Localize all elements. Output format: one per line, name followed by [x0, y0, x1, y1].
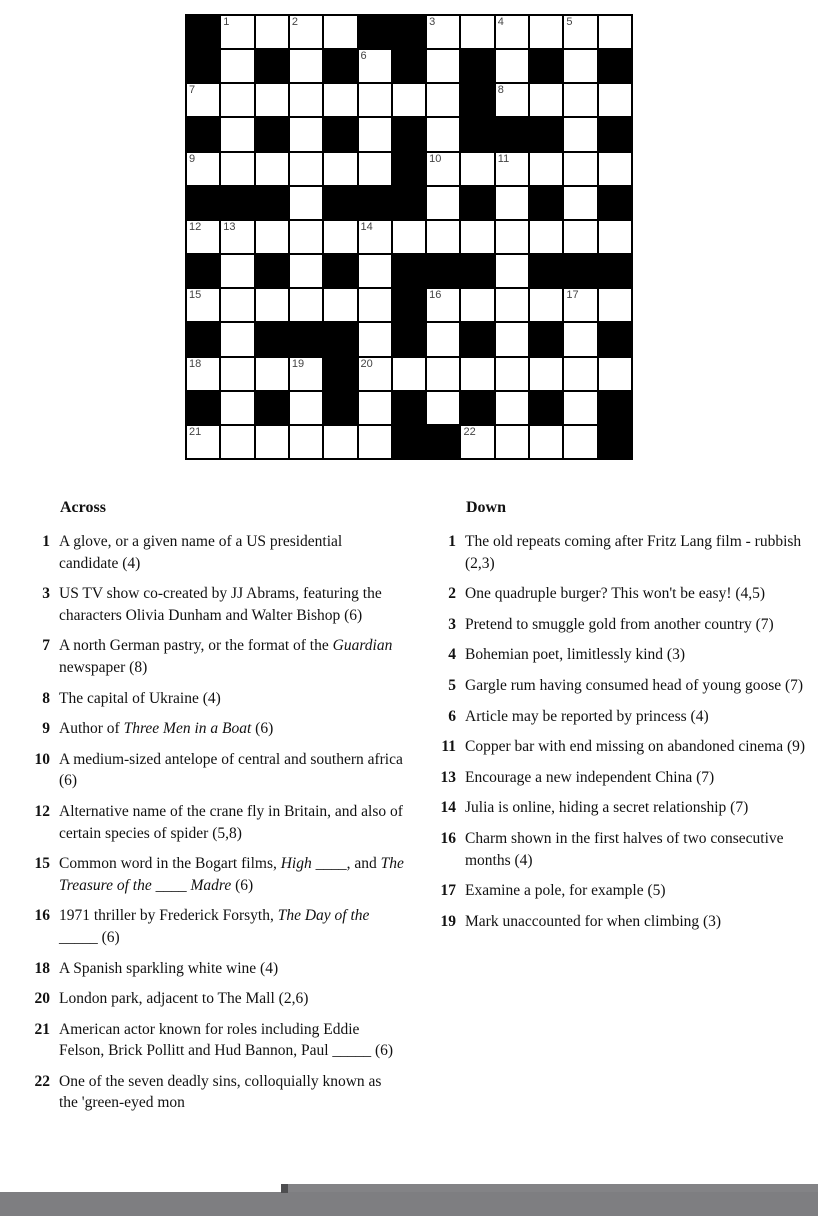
grid-cell-white: [359, 289, 391, 321]
grid-cell-white: [530, 16, 562, 48]
cell-number: 9: [189, 152, 196, 165]
grid-cell-white: [461, 426, 493, 458]
grid-cell-white: [564, 221, 596, 253]
grid-cell-white: [290, 255, 322, 287]
cell-number: 19: [291, 357, 305, 370]
clue-number: 11: [441, 738, 456, 756]
grid-cell-white: [221, 426, 253, 458]
grid-cell-black: [461, 255, 493, 287]
grid-cell-black: [187, 118, 219, 150]
grid-cell-white: [187, 221, 219, 253]
grid-cell-white: [324, 84, 356, 116]
grid-cell-black: [393, 255, 425, 287]
grid-cell-black: [393, 187, 425, 219]
grid-cell-black: [324, 255, 356, 287]
clue-number: 4: [448, 646, 456, 664]
grid-cell-black: [530, 118, 562, 150]
grid-cell-white: [221, 84, 253, 116]
grid-cell-white: [427, 118, 459, 150]
grid-cell-white: [599, 84, 631, 116]
grid-cell-white: [221, 153, 253, 185]
clue-item: [428, 706, 814, 728]
grid-cell-white: [359, 358, 391, 390]
clue-item: [22, 749, 404, 792]
grid-cell-white: [290, 187, 322, 219]
clue-text: Alternative name of the crane fly in Britain, and also of certain species of spider (5,8): [59, 802, 403, 842]
grid-cell-white: [221, 392, 253, 424]
grid-cell-white: [290, 50, 322, 82]
grid-cell-white: [324, 426, 356, 458]
grid-cell-white: [461, 153, 493, 185]
grid-cell-white: [187, 358, 219, 390]
grid-cell-white: [324, 221, 356, 253]
clue-text: The old repeats coming after Fritz Lang film - rubbish (2,3): [465, 533, 802, 572]
grid-cell-black: [359, 187, 391, 219]
clue-item: [22, 531, 404, 574]
grid-cell-white: [221, 16, 253, 48]
grid-cell-black: [599, 392, 631, 424]
grid-cell-white: [359, 153, 391, 185]
grid-cell-white: [496, 187, 528, 219]
across-heading: Across: [60, 499, 106, 516]
grid-cell-white: [599, 153, 631, 185]
grid-cell-white: [427, 392, 459, 424]
clue-item: [22, 718, 404, 740]
grid-cell-black: [530, 323, 562, 355]
grid-cell-black: [461, 84, 493, 116]
grid-cell-white: [290, 16, 322, 48]
clue-number: 3: [42, 585, 50, 603]
grid-cell-black: [461, 392, 493, 424]
grid-cell-white: [564, 84, 596, 116]
grid-cell-white: [324, 153, 356, 185]
clue-item: [22, 1071, 404, 1114]
clue-number: 13: [440, 768, 456, 786]
grid-cell-white: [496, 392, 528, 424]
grid-cell-black: [427, 255, 459, 287]
grid-cell-white: [564, 392, 596, 424]
grid-cell-black: [187, 392, 219, 424]
grid-cell-white: [221, 118, 253, 150]
grid-cell-white: [427, 84, 459, 116]
grid-cell-white: [221, 50, 253, 82]
cell-number: 10: [429, 152, 442, 165]
grid-cell-black: [256, 118, 288, 150]
grid-cell-black: [187, 16, 219, 48]
grid-cell-white: [393, 84, 425, 116]
clue-text: A Spanish sparkling white wine (4): [59, 959, 279, 977]
cell-number: 6: [360, 50, 367, 63]
grid-cell-black: [324, 358, 356, 390]
down-section: [428, 497, 814, 941]
grid-cell-white: [324, 289, 356, 321]
grid-cell-black: [461, 187, 493, 219]
grid-cell-black: [599, 255, 631, 287]
clue-text: Author of Three Men in a Boat (6): [59, 720, 274, 738]
grid-cell-black: [393, 392, 425, 424]
grid-cell-white: [461, 358, 493, 390]
clue-text: The capital of Ukraine (4): [59, 689, 221, 707]
cell-number: 2: [291, 16, 299, 28]
grid-cell-black: [427, 426, 459, 458]
clue-text: US TV show co-created by JJ Abrams, featuring the characters Olivia Dunham and Walter Bishop (6): [59, 585, 382, 624]
clue-number: 7: [42, 637, 50, 655]
grid-cell-white: [256, 84, 288, 116]
crossword-grid: [185, 14, 633, 460]
grid-cell-white: [290, 289, 322, 321]
grid-cell-white: [187, 153, 219, 185]
grid-cell-white: [530, 153, 562, 185]
grid-cell-black: [324, 187, 356, 219]
clue-item: [428, 911, 814, 933]
grid-cell-black: [393, 16, 425, 48]
grid-cell-white: [427, 289, 459, 321]
grid-cell-white: [427, 153, 459, 185]
clue-item: [22, 988, 404, 1010]
grid-cell-white: [359, 323, 391, 355]
grid-cell-white: [564, 323, 596, 355]
grid-cell-white: [427, 187, 459, 219]
cell-number: 14: [360, 220, 373, 233]
grid-cell-black: [221, 187, 253, 219]
grid-cell-black: [290, 323, 322, 355]
grid-cell-white: [496, 255, 528, 287]
grid-cell-black: [599, 50, 631, 82]
clue-text: London park, adjacent to The Mall (2,6): [59, 990, 309, 1008]
cell-number: 4: [497, 16, 504, 28]
clue-item: [428, 583, 814, 605]
clue-number: 20: [34, 990, 50, 1008]
clue-text: Julia is online, hiding a secret relationship (7): [465, 799, 749, 817]
clue-item: [22, 958, 404, 980]
clue-text: Article may be reported by princess (4): [465, 707, 709, 725]
grid-cell-black: [599, 323, 631, 355]
clue-item: [22, 853, 404, 896]
clue-text: A glove, or a given name of a US presidential candidate (4): [59, 533, 343, 572]
grid-cell-white: [290, 392, 322, 424]
cell-number: 5: [566, 16, 573, 28]
grid-cell-white: [530, 426, 562, 458]
grid-cell-white: [187, 426, 219, 458]
grid-cell-white: [530, 84, 562, 116]
grid-cell-white: [290, 118, 322, 150]
down-clue-list: [428, 531, 814, 932]
clue-item: [428, 644, 814, 666]
grid-cell-white: [599, 16, 631, 48]
grid-cell-white: [256, 426, 288, 458]
grid-cell-black: [530, 392, 562, 424]
clue-number: 19: [440, 912, 456, 930]
grid-cell-white: [427, 358, 459, 390]
grid-cell-white: [290, 153, 322, 185]
grid-cell-white: [221, 358, 253, 390]
grid-cell-white: [256, 16, 288, 48]
clue-text: Charm shown in the first halves of two consecutive months (4): [465, 829, 784, 869]
grid-cell-white: [427, 16, 459, 48]
clue-text: Pretend to smuggle gold from another country (7): [465, 615, 774, 633]
grid-cell-black: [599, 118, 631, 150]
grid-cell-black: [530, 187, 562, 219]
clue-number: 10: [34, 750, 50, 768]
grid-cell-white: [359, 118, 391, 150]
grid-cell-white: [256, 358, 288, 390]
clue-text: 1971 thriller by Frederick Forsyth, The Day of the _____ (6): [59, 907, 370, 946]
clue-number: 15: [34, 855, 50, 873]
clue-number: 21: [34, 1020, 50, 1038]
clue-text: American actor known for roles including Eddie Felson, Brick Pollitt and Hud Bannon, Paul _____ (6): [59, 1020, 394, 1060]
clue-text: Gargle rum having consumed head of young goose (7): [465, 676, 804, 694]
grid-cell-white: [496, 16, 528, 48]
grid-cell-black: [187, 323, 219, 355]
cell-number: 22: [463, 425, 476, 438]
grid-cell-black: [324, 392, 356, 424]
clue-text: Encourage a new independent China (7): [465, 768, 715, 786]
grid-cell-white: [256, 221, 288, 253]
grid-cell-white: [461, 16, 493, 48]
grid-cell-white: [324, 16, 356, 48]
clue-text: Bohemian poet, limitlessly kind (3): [465, 646, 685, 664]
grid-cell-black: [564, 255, 596, 287]
grid-cell-white: [564, 153, 596, 185]
grid-cell-white: [221, 221, 253, 253]
grid-cell-white: [256, 153, 288, 185]
clue-item: [22, 688, 404, 710]
cell-number: 11: [497, 152, 510, 165]
grid-cell-white: [564, 118, 596, 150]
grid-cell-black: [393, 323, 425, 355]
grid-cell-black: [393, 50, 425, 82]
grid-cell-white: [496, 153, 528, 185]
grid-cell-black: [324, 323, 356, 355]
clue-number: 17: [440, 882, 456, 900]
clue-number: 12: [34, 802, 50, 820]
clue-text: One of the seven deadly sins, colloquially known as the 'green-eyed mon: [59, 1072, 382, 1112]
grid-cell-white: [427, 221, 459, 253]
grid-cell-white: [496, 289, 528, 321]
grid-cell-white: [359, 50, 391, 82]
cell-number: 21: [189, 425, 202, 438]
cell-number: 12: [189, 220, 202, 233]
clue-item: [22, 1019, 404, 1062]
grid-cell-white: [496, 358, 528, 390]
grid-cell-black: [324, 50, 356, 82]
grid-cell-white: [393, 221, 425, 253]
grid-cell-white: [530, 221, 562, 253]
clue-text: A north German pastry, or the format of the Guardian newspaper (8): [59, 637, 393, 676]
grid-cell-black: [393, 289, 425, 321]
cell-number: 17: [566, 289, 579, 302]
grid-cell-black: [461, 323, 493, 355]
grid-cell-black: [256, 50, 288, 82]
viewer-cutoff-band-bottom: [0, 1192, 818, 1216]
grid-cell-white: [187, 84, 219, 116]
grid-cell-black: [599, 187, 631, 219]
grid-cell-black: [359, 16, 391, 48]
grid-cell-white: [221, 255, 253, 287]
clue-number: 18: [34, 959, 50, 977]
clue-number: 9: [42, 720, 50, 738]
grid-cell-black: [256, 392, 288, 424]
grid-cell-white: [599, 221, 631, 253]
grid-cell-black: [461, 118, 493, 150]
grid-cell-white: [496, 323, 528, 355]
grid-cell-black: [393, 118, 425, 150]
clue-item: [428, 797, 814, 819]
grid-cell-white: [564, 16, 596, 48]
clue-item: [22, 583, 404, 626]
cell-number: 18: [189, 357, 202, 370]
grid-cell-white: [359, 426, 391, 458]
clue-number: 22: [34, 1072, 50, 1090]
clue-item: [22, 635, 404, 678]
grid-cell-white: [221, 323, 253, 355]
grid-cell-white: [359, 255, 391, 287]
grid-cell-white: [564, 50, 596, 82]
grid-cell-black: [256, 187, 288, 219]
grid-cell-black: [530, 50, 562, 82]
grid-cell-white: [599, 358, 631, 390]
grid-cell-black: [461, 50, 493, 82]
grid-cell-white: [496, 221, 528, 253]
clue-number: 16: [440, 829, 456, 847]
grid-cell-white: [461, 221, 493, 253]
clue-text: Copper bar with end missing on abandoned cinema (9): [465, 738, 806, 756]
grid-cell-white: [290, 426, 322, 458]
clue-number: 14: [440, 799, 456, 817]
grid-cell-white: [564, 426, 596, 458]
clue-number: 16: [34, 907, 50, 925]
grid-cell-black: [324, 118, 356, 150]
clue-text: Mark unaccounted for when climbing (3): [465, 912, 722, 930]
grid-cell-black: [187, 50, 219, 82]
clue-text: Common word in the Bogart films, High ____, and The Treasure of the ____ Madre (6): [59, 855, 404, 894]
grid-cell-black: [393, 426, 425, 458]
clue-text: Examine a pole, for example (5): [465, 882, 666, 900]
grid-cell-white: [564, 289, 596, 321]
grid-cell-white: [599, 289, 631, 321]
grid-cell-white: [393, 358, 425, 390]
cell-number: 1: [223, 16, 230, 28]
clue-text: A medium-sized antelope of central and southern africa (6): [59, 750, 403, 790]
clue-item: [428, 880, 814, 902]
cell-number: 13: [223, 220, 236, 233]
grid-cell-white: [564, 187, 596, 219]
grid-cell-black: [393, 153, 425, 185]
clue-item: [428, 736, 814, 758]
clue-number: 5: [448, 676, 456, 694]
grid-cell-white: [290, 84, 322, 116]
down-heading: Down: [466, 499, 507, 516]
grid-cell-white: [221, 289, 253, 321]
cell-number: 16: [429, 289, 442, 302]
grid-cell-black: [496, 118, 528, 150]
grid-cell-white: [359, 221, 391, 253]
cell-number: 20: [360, 357, 373, 370]
grid-cell-black: [256, 255, 288, 287]
clue-text: One quadruple burger? This won't be easy! (4,5): [465, 585, 766, 603]
grid-cell-black: [187, 255, 219, 287]
cell-number: 15: [189, 289, 202, 302]
across-section: [22, 497, 404, 1123]
grid-cell-white: [530, 358, 562, 390]
grid-cell-white: [427, 323, 459, 355]
clue-number: 1: [448, 533, 456, 550]
clue-item: [428, 767, 814, 789]
grid-cell-black: [187, 187, 219, 219]
grid-cell-white: [359, 392, 391, 424]
clue-item: [428, 614, 814, 636]
clue-number: 2: [448, 585, 456, 603]
grid-cell-white: [461, 289, 493, 321]
clue-number: 8: [42, 689, 50, 707]
cell-number: 7: [189, 84, 196, 97]
cell-number: 3: [429, 16, 436, 28]
grid-cell-black: [530, 255, 562, 287]
grid-cell-white: [290, 221, 322, 253]
across-clue-list: [22, 531, 404, 1114]
clue-item: [428, 828, 814, 871]
clue-item: [22, 801, 404, 844]
cell-number: 8: [497, 84, 504, 97]
grid-cell-black: [256, 323, 288, 355]
grid-cell-white: [496, 426, 528, 458]
clue-item: [22, 905, 404, 948]
grid-cell-white: [564, 358, 596, 390]
grid-cell-black: [599, 426, 631, 458]
grid-cell-white: [427, 50, 459, 82]
clue-item: [428, 675, 814, 697]
clue-number: 1: [42, 533, 50, 550]
clue-number: 3: [448, 615, 456, 633]
clue-number: 6: [448, 707, 456, 725]
clue-item: [428, 531, 814, 574]
grid-cell-white: [290, 358, 322, 390]
grid-cell-white: [496, 50, 528, 82]
cutoff-artifact-square: [281, 1184, 288, 1193]
grid-cell-white: [530, 289, 562, 321]
grid-cell-white: [496, 84, 528, 116]
grid-cell-white: [256, 289, 288, 321]
grid-cell-white: [187, 289, 219, 321]
grid-cell-white: [359, 84, 391, 116]
